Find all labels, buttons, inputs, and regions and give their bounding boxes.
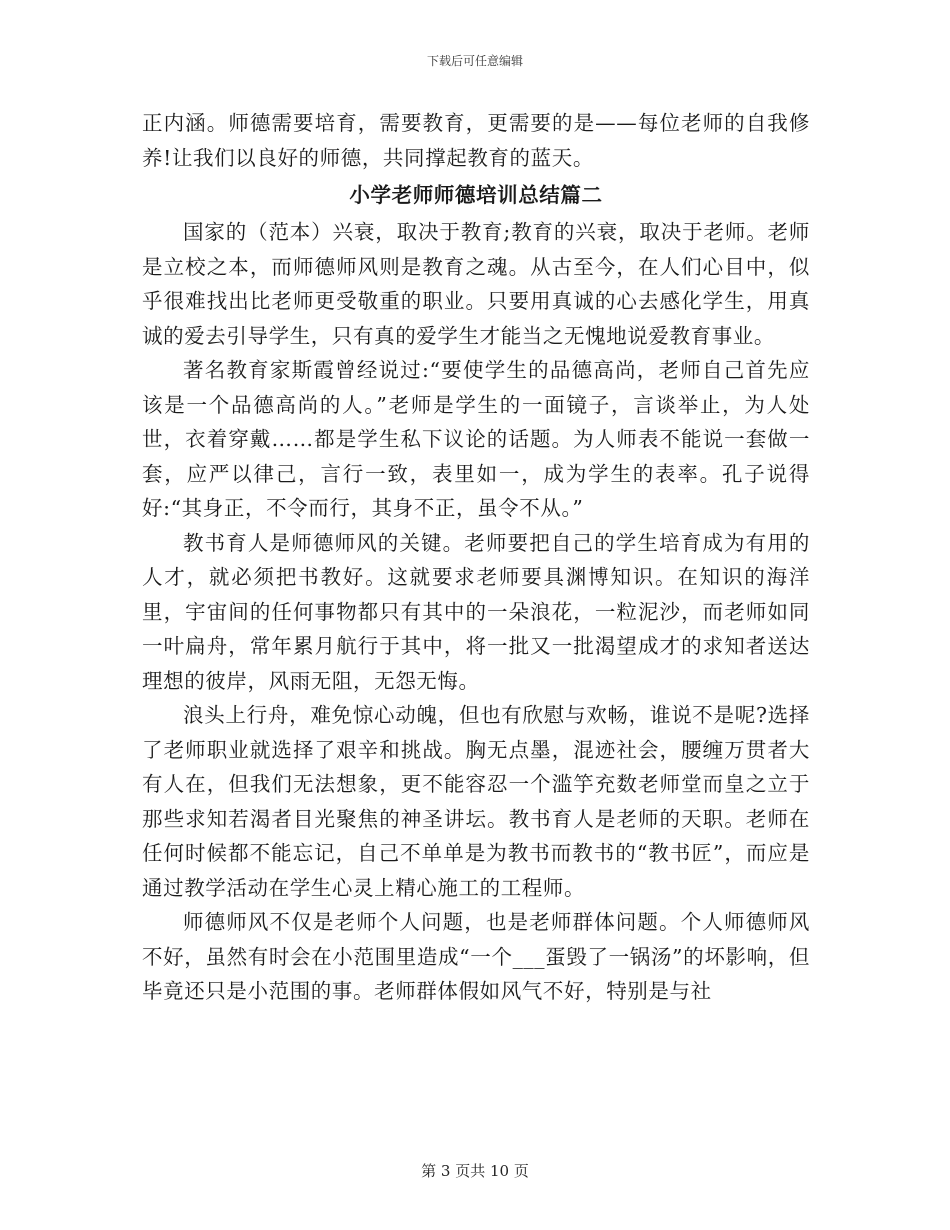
paragraph-1: 国家的（范本）兴衰，取决于教育;教育的兴衰，取决于老师。老师是立校之本，而师德师风则是教育之魂。从古至今，在人们心目中，似乎很难找出比老师更受敬重的职业。只要用真诚的心去感化学生，用真诚的爱去引导学生，只有真的爱学生才能当之无愧地说爱教育事业。 xyxy=(142,220,810,348)
section-title: 小学老师师德培训总结篇二 xyxy=(349,183,603,207)
paragraph-3: 教书育人是师德师风的关键。老师要把自己的学生培育成为有用的人才，就必须把书教好。这就要求老师要具渊博知识。在知识的海洋里，宇宙间的任何事物都只有其中的一朵浪花，一粒泥沙，而老师如同一叶扁舟，常年累月航行于其中，将一批又一批渴望成才的求知者送达理想的彼岸，风雨无阻，无怨无悔。 xyxy=(142,530,810,693)
document-body xyxy=(142,106,810,1009)
intro-paragraph: 正内涵。师德需要培育，需要教育，更需要的是——每位老师的自我修养!让我们以良好的师德，共同撑起教育的蓝天。 xyxy=(142,111,810,170)
paragraph-5: 师德师风不仅是老师个人问题，也是老师群体问题。个人师德师风不好，虽然有时会在小范围里造成“一个___蛋毁了一锅汤”的坏影响，但毕竟还只是小范围的事。老师群体假如风气不好，特别是与社 xyxy=(142,910,810,1003)
paragraph-4: 浪头上行舟，难免惊心动魄，但也有欣慰与欢畅，谁说不是呢?选择了老师职业就选择了艰辛和挑战。胸无点墨，混迹社会，腰缠万贯者大有人在，但我们无法想象，更不能容忍一个滥竽充数老师堂而皇之立于那些求知若渴者目光聚焦的神圣讲坛。教书育人是老师的天职。老师在任何时候都不能忘记，自己不单单是为教书而教书的“教书匠”，而应是通过教学活动在学生心灵上精心施工的工程师。 xyxy=(142,703,810,900)
page-number-footer: 第 3 页共 10 页 xyxy=(421,1162,529,1180)
paragraph-2: 著名教育家斯霞曾经说过:“要使学生的品德高尚，老师自己首先应该是一个品德高尚的人。”老师是学生的一面镜子，言谈举止，为人处世，衣着穿戴……都是学生私下议论的话题。为人师表不能说一套做一套，应严以律己，言行一致，表里如一，成为学生的表率。孔子说得好:“其身正，不令而行，其身不正，虽令不从。” xyxy=(142,358,810,520)
page-header: 下载后可任意编辑 xyxy=(426,54,523,68)
